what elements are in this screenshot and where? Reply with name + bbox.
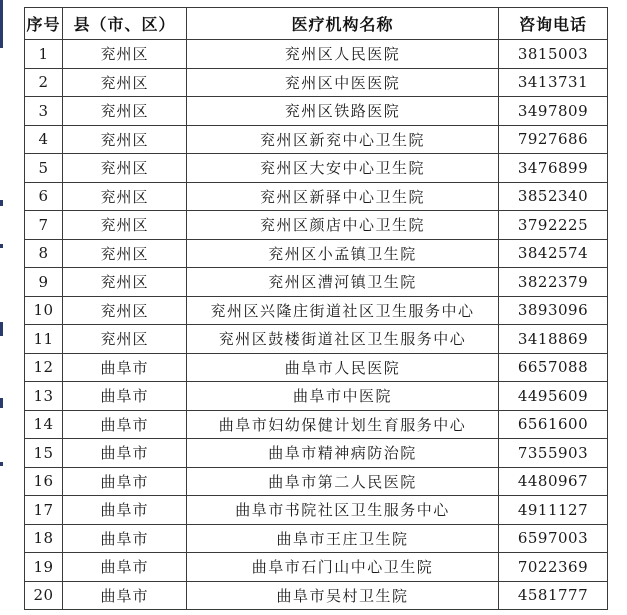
phone-cell: 3815003 <box>499 40 608 69</box>
serial-number-cell: 1 <box>25 40 63 69</box>
table-row <box>25 97 608 126</box>
county-cell: 曲阜市 <box>63 524 187 553</box>
county-cell: 曲阜市 <box>63 496 187 525</box>
table-row <box>25 325 608 354</box>
table-row <box>25 581 608 610</box>
table-row <box>25 296 608 325</box>
serial-number-cell: 17 <box>25 496 63 525</box>
medical-institution-table <box>24 7 608 610</box>
table-header-row <box>25 8 608 40</box>
serial-number-cell: 8 <box>25 239 63 268</box>
serial-number-cell: 9 <box>25 268 63 297</box>
institution-name-cell: 曲阜市王庄卫生院 <box>187 524 499 553</box>
table-row <box>25 353 608 382</box>
institution-name-cell: 兖州区鼓楼街道社区卫生服务中心 <box>187 325 499 354</box>
county-cell: 曲阜市 <box>63 353 187 382</box>
county-cell: 曲阜市 <box>63 410 187 439</box>
table-row <box>25 553 608 582</box>
header-county: 县（市、区） <box>63 8 187 40</box>
edge-mark <box>0 398 3 408</box>
table-body <box>25 40 608 610</box>
institution-name-cell: 曲阜市石门山中心卫生院 <box>187 553 499 582</box>
phone-cell: 6657088 <box>499 353 608 382</box>
county-cell: 兖州区 <box>63 239 187 268</box>
institution-name-cell: 兖州区兴隆庄街道社区卫生服务中心 <box>187 296 499 325</box>
institution-name-cell: 曲阜市精神病防治院 <box>187 439 499 468</box>
county-cell: 兖州区 <box>63 154 187 183</box>
table-row <box>25 182 608 211</box>
institution-name-cell: 兖州区新兖中心卫生院 <box>187 125 499 154</box>
county-cell: 兖州区 <box>63 268 187 297</box>
serial-number-cell: 11 <box>25 325 63 354</box>
institution-name-cell: 兖州区漕河镇卫生院 <box>187 268 499 297</box>
table-row <box>25 125 608 154</box>
county-cell: 曲阜市 <box>63 382 187 411</box>
institution-name-cell: 兖州区人民医院 <box>187 40 499 69</box>
table-row <box>25 40 608 69</box>
serial-number-cell: 15 <box>25 439 63 468</box>
institution-name-cell: 兖州区中医医院 <box>187 68 499 97</box>
phone-cell: 3418869 <box>499 325 608 354</box>
institution-name-cell: 曲阜市第二人民医院 <box>187 467 499 496</box>
table-row <box>25 467 608 496</box>
phone-cell: 6597003 <box>499 524 608 553</box>
table-row <box>25 68 608 97</box>
institution-name-cell: 曲阜市人民医院 <box>187 353 499 382</box>
county-cell: 曲阜市 <box>63 581 187 610</box>
institution-name-cell: 曲阜市中医院 <box>187 382 499 411</box>
institution-name-cell: 兖州区颜店中心卫生院 <box>187 211 499 240</box>
phone-cell: 4495609 <box>499 382 608 411</box>
table-row <box>25 239 608 268</box>
phone-cell: 3497809 <box>499 97 608 126</box>
institution-name-cell: 曲阜市吴村卫生院 <box>187 581 499 610</box>
serial-number-cell: 19 <box>25 553 63 582</box>
institution-name-cell: 兖州区铁路医院 <box>187 97 499 126</box>
phone-cell: 4911127 <box>499 496 608 525</box>
serial-number-cell: 16 <box>25 467 63 496</box>
edge-mark <box>0 462 3 466</box>
county-cell: 兖州区 <box>63 211 187 240</box>
table-row <box>25 268 608 297</box>
phone-cell: 3792225 <box>499 211 608 240</box>
header-institution-name: 医疗机构名称 <box>187 8 499 40</box>
left-edge-decoration <box>0 0 4 615</box>
serial-number-cell: 18 <box>25 524 63 553</box>
table-row <box>25 410 608 439</box>
county-cell: 兖州区 <box>63 296 187 325</box>
county-cell: 兖州区 <box>63 182 187 211</box>
phone-cell: 3476899 <box>499 154 608 183</box>
table-row <box>25 211 608 240</box>
table-row <box>25 524 608 553</box>
serial-number-cell: 7 <box>25 211 63 240</box>
county-cell: 兖州区 <box>63 325 187 354</box>
institution-name-cell: 兖州区新驿中心卫生院 <box>187 182 499 211</box>
table-row <box>25 439 608 468</box>
phone-cell: 3413731 <box>499 68 608 97</box>
serial-number-cell: 4 <box>25 125 63 154</box>
serial-number-cell: 20 <box>25 581 63 610</box>
county-cell: 兖州区 <box>63 40 187 69</box>
phone-cell: 3822379 <box>499 268 608 297</box>
serial-number-cell: 2 <box>25 68 63 97</box>
edge-mark <box>0 200 3 206</box>
phone-cell: 7022369 <box>499 553 608 582</box>
phone-cell: 3893096 <box>499 296 608 325</box>
serial-number-cell: 3 <box>25 97 63 126</box>
serial-number-cell: 13 <box>25 382 63 411</box>
county-cell: 曲阜市 <box>63 467 187 496</box>
institution-name-cell: 曲阜市妇幼保健计划生育服务中心 <box>187 410 499 439</box>
edge-mark <box>0 322 3 336</box>
institution-name-cell: 兖州区大安中心卫生院 <box>187 154 499 183</box>
institution-name-cell: 曲阜市书院社区卫生服务中心 <box>187 496 499 525</box>
phone-cell: 3842574 <box>499 239 608 268</box>
edge-bar <box>0 0 3 48</box>
county-cell: 兖州区 <box>63 125 187 154</box>
county-cell: 兖州区 <box>63 68 187 97</box>
phone-cell: 4480967 <box>499 467 608 496</box>
county-cell: 曲阜市 <box>63 439 187 468</box>
header-phone: 咨询电话 <box>499 8 608 40</box>
county-cell: 曲阜市 <box>63 553 187 582</box>
serial-number-cell: 5 <box>25 154 63 183</box>
phone-cell: 7927686 <box>499 125 608 154</box>
table-row <box>25 382 608 411</box>
serial-number-cell: 12 <box>25 353 63 382</box>
county-cell: 兖州区 <box>63 97 187 126</box>
institution-name-cell: 兖州区小孟镇卫生院 <box>187 239 499 268</box>
phone-cell: 6561600 <box>499 410 608 439</box>
table-row <box>25 154 608 183</box>
phone-cell: 3852340 <box>499 182 608 211</box>
phone-cell: 7355903 <box>499 439 608 468</box>
header-serial-number: 序号 <box>25 8 63 40</box>
serial-number-cell: 14 <box>25 410 63 439</box>
serial-number-cell: 6 <box>25 182 63 211</box>
phone-cell: 4581777 <box>499 581 608 610</box>
table-row <box>25 496 608 525</box>
serial-number-cell: 10 <box>25 296 63 325</box>
edge-mark <box>0 244 3 248</box>
